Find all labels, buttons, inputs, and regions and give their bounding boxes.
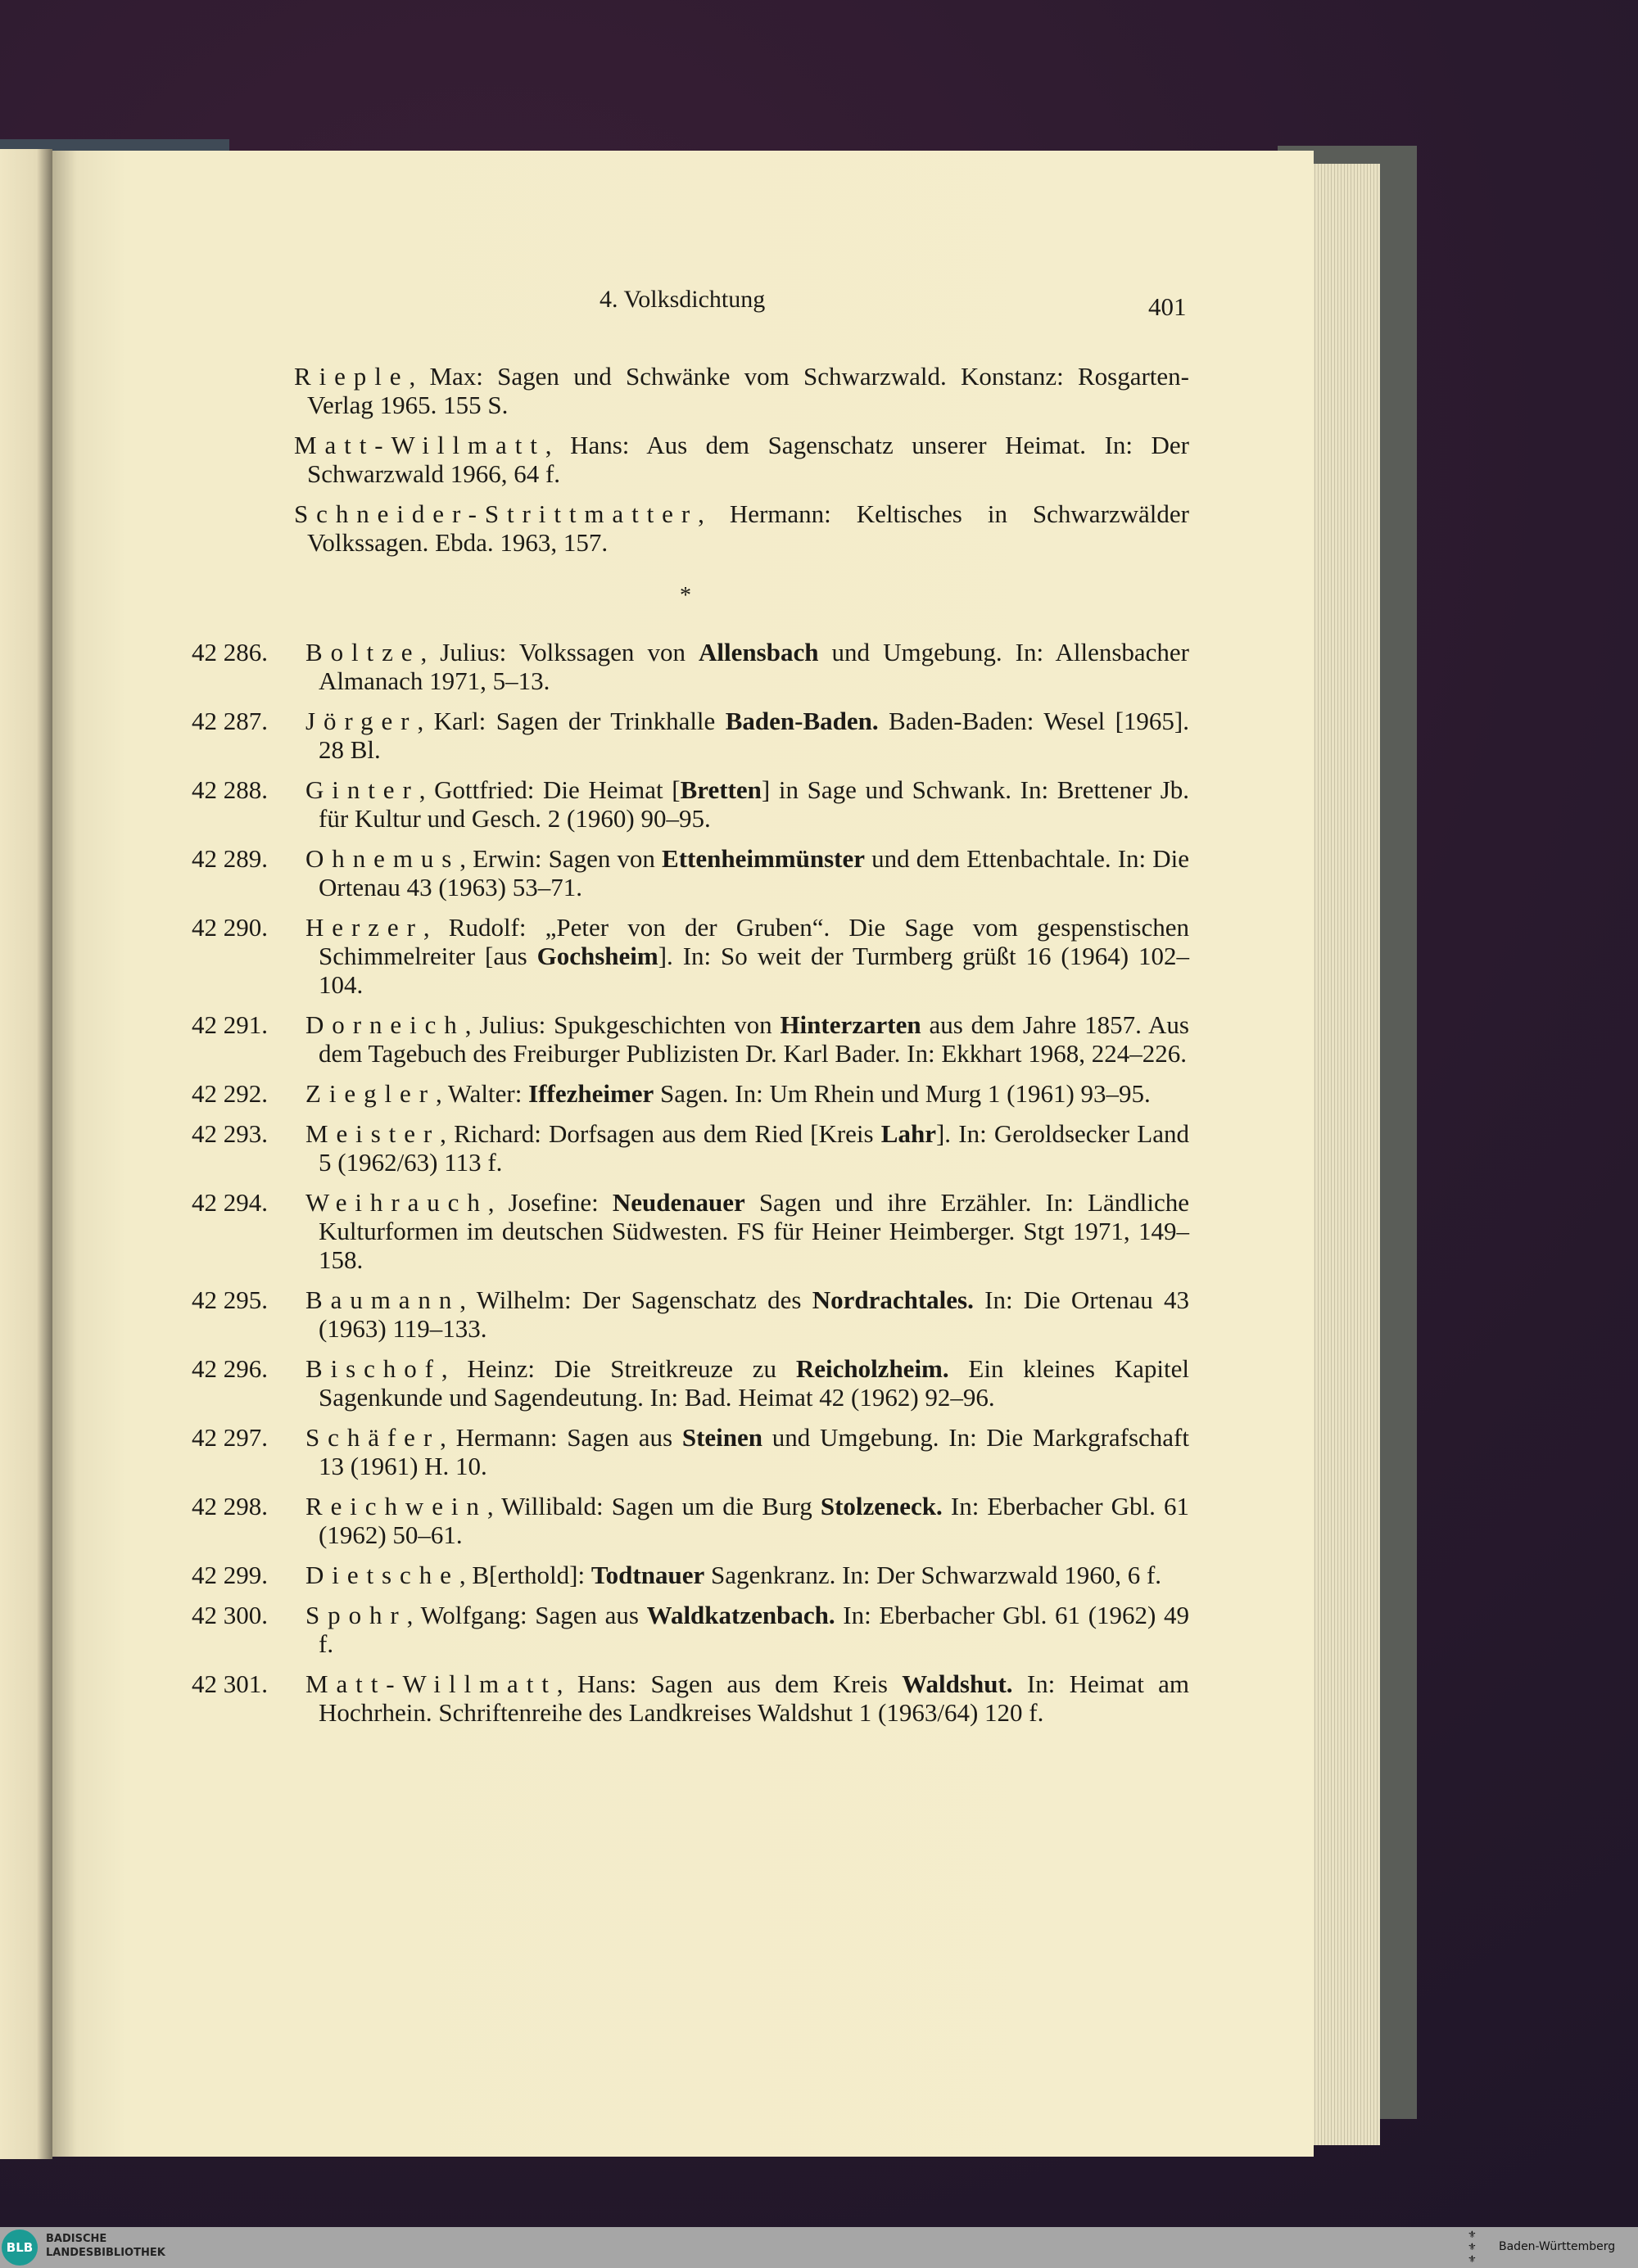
entry-text-segment: , Rudolf: „Peter von der Gruben“. Die Sage vom gespenstischen Schimmelreiter [aus — [319, 913, 1189, 970]
entry-number: 42 300. — [192, 1601, 268, 1629]
place-name: Neudenauer — [612, 1188, 745, 1217]
intro-entries — [192, 362, 1189, 568]
entry-number: 42 294. — [192, 1188, 268, 1217]
place-name: Stolzeneck. — [820, 1492, 943, 1520]
place-name: Baden-Baden. — [725, 707, 879, 735]
author-name: Boltze — [305, 638, 421, 666]
place-name: Reicholzheim. — [795, 1354, 949, 1383]
running-header — [52, 286, 1314, 327]
bibliography-entry — [192, 1423, 1189, 1480]
entry-number: 42 296. — [192, 1354, 268, 1383]
entry-text-segment: ]. In: So weit der Turmberg grüßt 16 (1964) 102–104. — [319, 942, 1189, 999]
entry-text — [305, 1492, 1189, 1549]
bibliography-entries — [192, 638, 1189, 1738]
entry-text — [294, 431, 1189, 488]
author-name: Ginter — [305, 775, 419, 804]
entry-text-segment: , Max: Sagen und Schwänke vom Schwarzwald. Konstanz: Rosgarten-Verlag 1965. 155 S. — [307, 362, 1189, 419]
entry-text-segment: , Richard: Dorfsagen aus dem Ried [Kreis — [440, 1119, 881, 1148]
library-line-1: BADISCHE — [46, 2233, 107, 2245]
bibliography-entry — [192, 638, 1189, 695]
entry-text — [305, 1079, 1189, 1108]
author-name: Jörger — [305, 707, 418, 735]
entry-text-segment: , Erwin: Sagen von — [459, 844, 663, 873]
place-name: Bretten — [680, 775, 762, 804]
entry-text-segment: In: Heimat am Hochrhein. Schriftenreihe des Landkreises Waldshut 1 (1963/64) 120 f. — [319, 1669, 1189, 1727]
place-name: Nordrachtales. — [812, 1285, 974, 1314]
entry-text — [294, 362, 1189, 419]
bibliography-entry — [192, 1079, 1189, 1108]
entry-text — [294, 499, 1189, 557]
page-number: 401 — [1148, 292, 1187, 321]
place-name: Lahr — [880, 1119, 936, 1148]
entry-text-segment: , Hermann: Keltisches in Schwarzwälder Volkssagen. Ebda. 1963, 157. — [307, 499, 1189, 557]
entry-text — [305, 638, 1189, 695]
entry-text-segment: aus dem Jahre 1857. Aus dem Tagebuch des Freiburger Publizisten Dr. Karl Bader. In: Ekkhart 1968, 224–226. — [319, 1010, 1189, 1068]
author-name: Schneider-Strittmatter — [294, 499, 699, 528]
entry-text — [305, 1601, 1189, 1658]
author-name: Spohr — [305, 1601, 407, 1629]
entry-text-segment: , Karl: Sagen der Trinkhalle — [417, 707, 726, 735]
entry-text-segment: , Julius: Volkssagen von — [420, 638, 699, 666]
place-name: Waldkatzenbach. — [646, 1601, 835, 1629]
entry-text-segment: , Hans: Sagen aus dem Kreis — [556, 1669, 903, 1698]
place-name: Waldshut. — [902, 1669, 1013, 1698]
entry-text-segment: In: Eberbacher Gbl. 61 (1962) 49 f. — [319, 1601, 1190, 1658]
entry-number: 42 301. — [192, 1669, 268, 1698]
bibliography-entry — [192, 362, 1189, 419]
author-name: Baumann — [305, 1285, 460, 1314]
author-name: Schäfer — [305, 1423, 441, 1452]
entry-text-segment: Baden-Baden: Wesel [1965]. 28 Bl. — [319, 707, 1189, 764]
author-name: Ohnemus — [305, 844, 460, 873]
entry-text-segment: , Willibald: Sagen um die Burg — [486, 1492, 821, 1520]
bibliography-entry — [192, 1669, 1189, 1727]
section-separator: * — [680, 583, 691, 608]
entry-text-segment: In: Eberbacher Gbl. 61 (1962) 50–61. — [319, 1492, 1190, 1549]
library-name[interactable] — [46, 2232, 165, 2260]
entry-text-segment: ]. In: Geroldsecker Land 5 (1962/63) 113 f. — [319, 1119, 1190, 1177]
entry-number: 42 288. — [192, 775, 268, 804]
author-name: Ziegler — [305, 1079, 436, 1108]
bibliography-entry — [192, 1354, 1189, 1412]
place-name: Ettenheimmünster — [662, 844, 866, 873]
bibliography-entry — [192, 775, 1189, 833]
place-name: Gochsheim — [536, 942, 658, 970]
entry-text-segment: und Umgebung. In: Allensbacher Almanach 1971, 5–13. — [319, 638, 1189, 695]
place-name: Todtnauer — [590, 1561, 705, 1589]
place-name: Hinterzarten — [780, 1010, 921, 1039]
place-name: Allensbach — [699, 638, 819, 666]
bibliography-entry — [192, 1601, 1189, 1658]
author-name: Herzer — [305, 913, 423, 942]
footer-bar — [0, 2227, 1638, 2268]
entry-text — [305, 844, 1189, 901]
author-name: Bischof — [305, 1354, 441, 1383]
bibliography-entry — [192, 431, 1189, 488]
entry-text-segment: , Wolfgang: Sagen aus — [406, 1601, 647, 1629]
author-name: Reichwein — [305, 1492, 487, 1520]
entry-text — [305, 1188, 1189, 1274]
book-page — [52, 151, 1314, 2157]
author-name: Weihrauch — [305, 1188, 488, 1217]
bibliography-entry — [192, 1285, 1189, 1343]
entry-text-segment: , Gottfried: Die Heimat [ — [419, 775, 681, 804]
entry-text — [305, 1669, 1189, 1727]
bibliography-entry — [192, 1492, 1189, 1549]
state-label: Baden-Württemberg — [1499, 2240, 1616, 2253]
chapter-title: 4. Volksdichtung — [600, 286, 766, 313]
entry-text-segment: Sagenkranz. In: Der Schwarzwald 1960, 6 f. — [704, 1561, 1162, 1589]
page-edges — [1302, 164, 1380, 2145]
entry-text-segment: und dem Ettenbachtale. In: Die Ortenau 43 (1963) 53–71. — [319, 844, 1189, 901]
entry-text — [305, 1119, 1189, 1177]
author-name: Matt-Willmatt — [294, 431, 545, 459]
bibliography-entry — [192, 707, 1189, 764]
entry-text-segment: , Wilhelm: Der Sagenschatz des — [459, 1285, 812, 1314]
entry-text-segment: ] in Sage und Schwank. In: Brettener Jb. für Kultur und Gesch. 2 (1960) 90–95. — [319, 775, 1190, 833]
entry-text-segment: , Walter: — [435, 1079, 529, 1108]
entry-text-segment: , Heinz: Die Streitkreuze zu — [441, 1354, 796, 1383]
author-name: Meister — [305, 1119, 441, 1148]
author-name: Dorneich — [305, 1010, 465, 1039]
lion-icon: ⚜ ⚜ ⚜ — [1468, 2229, 1477, 2265]
entry-text — [305, 1010, 1189, 1068]
entry-text — [305, 913, 1189, 999]
entry-number: 42 289. — [192, 844, 268, 873]
entry-number: 42 287. — [192, 707, 268, 735]
bibliography-entry — [192, 1010, 1189, 1068]
library-line-2: LANDESBIBLIOTHEK — [46, 2247, 165, 2259]
place-name: Iffezheimer — [528, 1079, 654, 1108]
entry-text-segment: Sagen und ihre Erzähler. In: Ländliche Kulturformen im deutschen Südwesten. FS für Heiner Heimberger. Stgt 1971, 149–158. — [319, 1188, 1189, 1274]
bibliography-entry — [192, 1119, 1189, 1177]
author-name: Rieple — [294, 362, 410, 391]
entry-number: 42 295. — [192, 1285, 268, 1314]
entry-text-segment: Ein kleines Kapitel Sagenkunde und Sagendeutung. In: Bad. Heimat 42 (1962) 92–96. — [319, 1354, 1189, 1412]
bibliography-entry — [192, 1561, 1189, 1589]
bibliography-entry — [192, 1188, 1189, 1274]
bibliography-entry — [192, 499, 1189, 557]
entry-number: 42 298. — [192, 1492, 268, 1520]
author-name: Matt-Willmatt — [305, 1669, 557, 1698]
entry-text — [305, 1354, 1189, 1412]
entry-text — [305, 707, 1189, 764]
entry-number: 42 286. — [192, 638, 268, 666]
entry-text-segment: und Umgebung. In: Die Markgrafschaft 13 (1961) H. 10. — [319, 1423, 1189, 1480]
entry-text-segment: , Hermann: Sagen aus — [440, 1423, 682, 1452]
entry-number: 42 291. — [192, 1010, 268, 1039]
entry-number: 42 292. — [192, 1079, 268, 1108]
entry-text-segment: , Hans: Aus dem Sagenschatz unserer Heimat. In: Der Schwarzwald 1966, 64 f. — [307, 431, 1189, 488]
entry-text-segment: , B[erthold]: — [459, 1561, 591, 1589]
bibliography-entry — [192, 844, 1189, 901]
entry-text — [305, 1561, 1189, 1589]
entry-number: 42 290. — [192, 913, 268, 942]
entry-number: 42 297. — [192, 1423, 268, 1452]
entry-text-segment: , Josefine: — [487, 1188, 613, 1217]
entry-text — [305, 1423, 1189, 1480]
entry-text-segment: In: Die Ortenau 43 (1963) 119–133. — [319, 1285, 1189, 1343]
entry-text — [305, 775, 1189, 833]
entry-text-segment: , Julius: Spukgeschichten von — [464, 1010, 781, 1039]
entry-text — [305, 1285, 1189, 1343]
entry-number: 42 293. — [192, 1119, 268, 1148]
entry-number: 42 299. — [192, 1561, 268, 1589]
entry-text-segment: Sagen. In: Um Rhein und Murg 1 (1961) 93–95. — [654, 1079, 1151, 1108]
author-name: Dietsche — [305, 1561, 459, 1589]
place-name: Steinen — [681, 1423, 763, 1452]
bibliography-entry — [192, 913, 1189, 999]
left-page — [0, 149, 52, 2159]
blb-logo[interactable]: BLB — [2, 2230, 38, 2266]
